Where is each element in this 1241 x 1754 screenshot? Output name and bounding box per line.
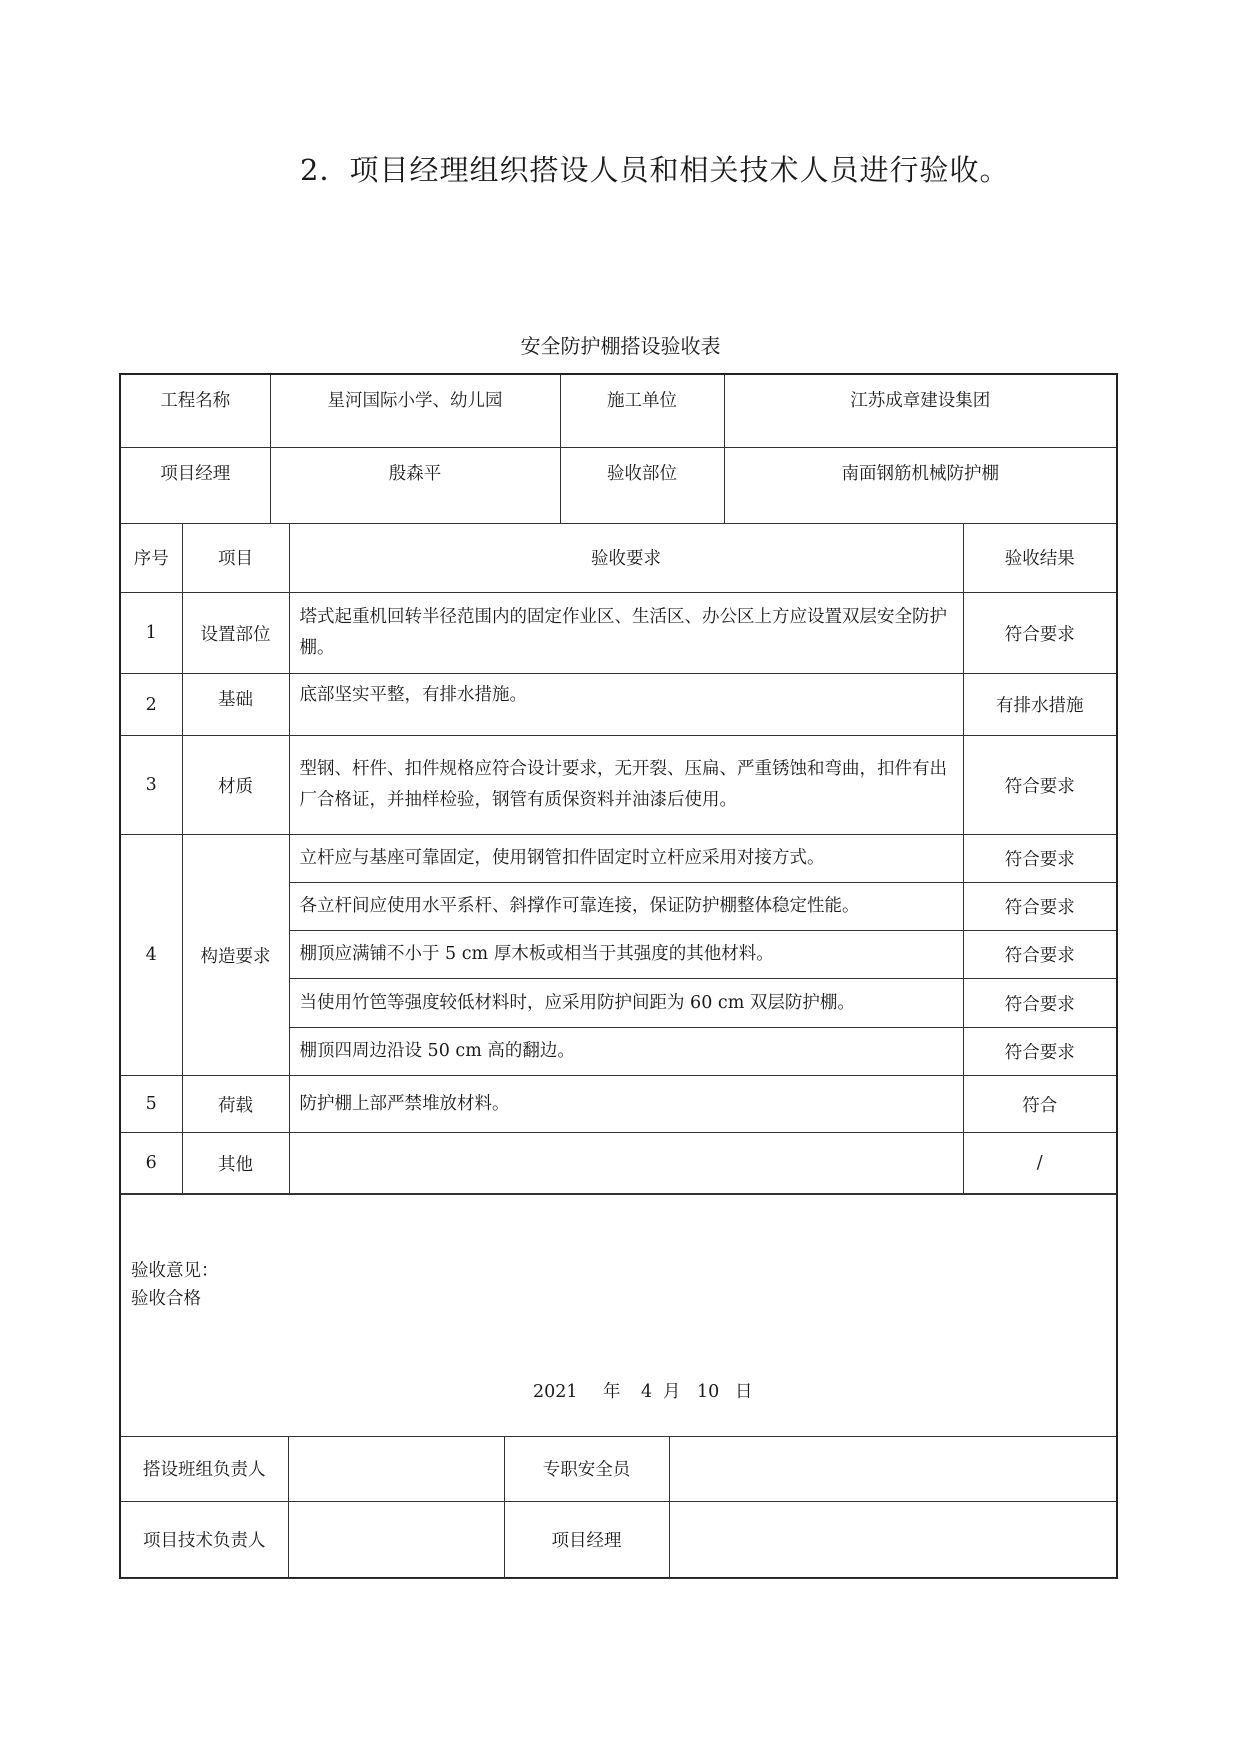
row-result: 符合要求 (963, 736, 1116, 835)
contractor-value: 江苏成章建设集团 (724, 375, 1116, 447)
row-result: / (963, 1133, 1116, 1194)
row-requirement: 当使用竹笆等强度较低材料时，应采用防护间距为 60 cm 双层防护棚。 (289, 979, 963, 1028)
signature-row (121, 1437, 1116, 1501)
table-title: 安全防护棚搭设验收表 (520, 334, 721, 358)
row-result: 符合要求 (963, 979, 1116, 1028)
row-item: 其他 (182, 1133, 289, 1194)
project-manager-label: 项目经理 (121, 447, 270, 523)
date-day-unit: 日 (735, 1382, 753, 1402)
table-row (121, 835, 1116, 883)
row-result: 符合要求 (963, 931, 1116, 979)
col-header-result: 验收结果 (963, 524, 1116, 593)
row-item: 构造要求 (182, 835, 289, 1076)
table-row (121, 1133, 1116, 1194)
info-row (121, 447, 1116, 523)
date-month-unit: 月 (663, 1382, 681, 1402)
row-result: 符合要求 (963, 835, 1116, 883)
crew-leader-label: 搭设班组负责人 (121, 1437, 288, 1501)
row-result: 符合要求 (963, 883, 1116, 931)
col-header-item: 项目 (182, 524, 289, 593)
row-result: 有排水措施 (963, 674, 1116, 736)
row-requirement: 底部坚实平整，有排水措施。 (289, 674, 963, 736)
row-no: 5 (121, 1076, 182, 1133)
row-no: 2 (121, 674, 182, 736)
header-row (121, 524, 1116, 593)
project-manager-value: 殷森平 (270, 447, 560, 523)
requirements-table (121, 524, 1116, 1195)
acceptance-date (533, 1378, 753, 1403)
info-row (121, 375, 1116, 447)
row-result: 符合要求 (963, 593, 1116, 674)
safety-officer-signature (669, 1437, 1116, 1501)
table-row (121, 1076, 1116, 1133)
safety-officer-label: 专职安全员 (504, 1437, 669, 1501)
row-requirement: 防护棚上部严禁堆放材料。 (289, 1076, 963, 1133)
row-result: 符合 (963, 1076, 1116, 1133)
row-no: 1 (121, 593, 182, 674)
row-requirement: 塔式起重机回转半径范围内的固定作业区、生活区、办公区上方应设置双层安全防护棚。 (289, 593, 963, 674)
tech-lead-signature (288, 1501, 504, 1578)
project-name-label: 工程名称 (121, 375, 270, 447)
row-requirement: 棚顶应满铺不小于 5 cm 厚木板或相当于其强度的其他材料。 (289, 931, 963, 979)
acceptance-opinion (121, 1194, 1116, 1437)
inspection-location-label: 验收部位 (560, 447, 724, 523)
crew-leader-signature (288, 1437, 504, 1501)
row-no: 4 (121, 835, 182, 1076)
tech-lead-label: 项目技术负责人 (121, 1501, 288, 1578)
date-month: 4 (641, 1382, 653, 1402)
inspection-location-value: 南面钢筋机械防护棚 (724, 447, 1116, 523)
opinion-text: 验收合格 (131, 1289, 201, 1309)
row-item: 荷载 (182, 1076, 289, 1133)
signature-row (121, 1501, 1116, 1578)
row-item: 基础 (182, 674, 289, 736)
col-header-no: 序号 (121, 524, 182, 593)
acceptance-form (119, 373, 1118, 1579)
section-heading: 2．项目经理组织搭设人员和相关技术人员进行验收。 (300, 153, 1010, 187)
row-no: 6 (121, 1133, 182, 1194)
table-row (121, 736, 1116, 835)
info-table (121, 375, 1116, 524)
project-name-value: 星河国际小学、幼儿园 (270, 375, 560, 447)
opinion-label: 验收意见： (131, 1261, 219, 1281)
date-day: 10 (697, 1382, 720, 1402)
project-manager-signature (669, 1501, 1116, 1578)
signature-table (121, 1437, 1116, 1579)
date-year-unit: 年 (603, 1382, 621, 1402)
row-item: 材质 (182, 736, 289, 835)
row-requirement: 立杆应与基座可靠固定，使用钢管扣件固定时立杆应采用对接方式。 (289, 835, 963, 883)
table-row (121, 674, 1116, 736)
table-row (121, 593, 1116, 674)
row-requirement (289, 1133, 963, 1194)
row-requirement: 棚顶四周边沿设 50 cm 高的翻边。 (289, 1028, 963, 1076)
date-year: 2021 (533, 1382, 578, 1402)
row-no: 3 (121, 736, 182, 835)
contractor-label: 施工单位 (560, 375, 724, 447)
row-item: 设置部位 (182, 593, 289, 674)
project-manager-sign-label: 项目经理 (504, 1501, 669, 1578)
col-header-requirement: 验收要求 (289, 524, 963, 593)
row-requirement: 各立杆间应使用水平系杆、斜撑作可靠连接，保证防护棚整体稳定性能。 (289, 883, 963, 931)
row-result: 符合要求 (963, 1028, 1116, 1076)
row-requirement: 型钢、杆件、扣件规格应符合设计要求，无开裂、压扁、严重锈蚀和弯曲，扣件有出厂合格证，并抽样检验，钢管有质保资料并油漆后使用。 (289, 736, 963, 835)
